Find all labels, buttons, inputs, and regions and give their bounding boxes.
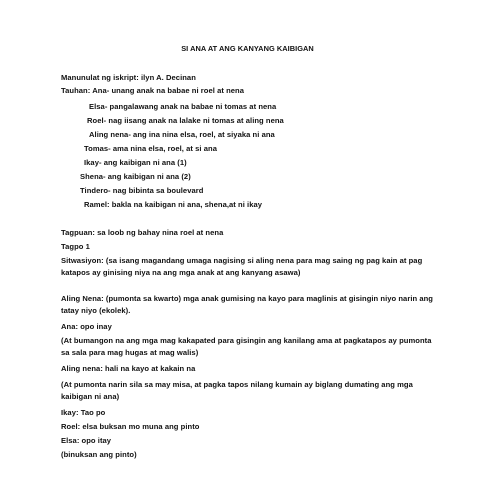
tagpuan-line: Tagpuan: sa loob ng bahay nina roel at nena [61,228,224,237]
ana-line: Ana: opo inay [61,322,112,331]
character-ikay: Ikay- ang kaibigan ni ana (1) [84,158,187,167]
tagpo-heading: Tagpo 1 [61,242,90,251]
stage-direction-2b: kaibigan ni ana) [61,392,120,401]
character-roel: Roel- nag iisang anak na lalake ni tomas at aling nena [87,116,284,125]
sitwasyon-line-1: Sitwasiyon: (sa isang magandang umaga nagising si aling nena para mag saing ng pag kain at pag [61,256,423,265]
elsa-line: Elsa: opo itay [61,436,112,445]
aling-nena-line-3: Aling nena: hali na kayo at kakain na [61,364,196,373]
tauhan-line [61,86,244,95]
tauhan-heading: Tauhan: [61,86,91,95]
stage-direction-3: (binuksan ang pinto) [61,450,137,459]
character-tomas: Tomas- ama nina elsa, roel, at si ana [84,144,217,153]
author-line: Manunulat ng iskript: ilyn A. Decinan [61,73,196,82]
ikay-line: Ikay: Tao po [61,408,106,417]
aling-nena-line-1: Aling Nena: (pumonta sa kwarto) mga anak gumising na kayo para maglinis at gisingin niyo narin ang [61,294,433,303]
stage-direction-1b: sa sala para mag hugas at mag walis) [61,348,199,357]
stage-direction-1a: (At bumangon na ang mga mag kakapated para gisingin ang kanilang ama at pagkatapos ay pumonta [61,336,432,345]
character-aling-nena: Aling nena- ang ina nina elsa, roel, at siyaka ni ana [89,130,275,139]
character-ana: Ana- unang anak na babae ni roel at nena [92,86,245,95]
sitwasyon-line-2: katapos ay ginising niya na ang mga anak at ang kanyang asawa) [61,268,301,277]
character-ramel: Ramel: bakla na kaibigan ni ana, shena,at ni ikay [84,200,263,209]
document-title: SI ANA AT ANG KANYANG KAIBIGAN [181,44,314,53]
character-elsa: Elsa- pangalawang anak na babae ni tomas at nena [89,102,277,111]
character-shena: Shena- ang kaibigan ni ana (2) [80,172,191,181]
stage-direction-2a: (At pumonta narin sila sa may misa, at pagka tapos nilang kumain ay biglang dumating ang mga [61,380,413,389]
character-tindero: Tindero- nag bibinta sa boulevard [80,186,204,195]
aling-nena-line-2: tatay niyo (ekolek). [61,306,131,315]
roel-line: Roel: elsa buksan mo muna ang pinto [61,422,200,431]
